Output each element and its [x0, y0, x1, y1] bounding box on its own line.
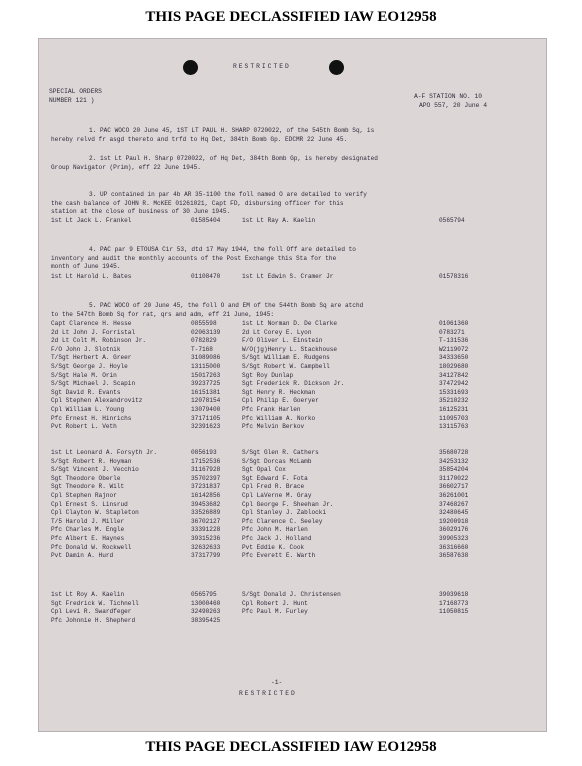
serial-number: 39905323 — [439, 534, 469, 542]
serial-number: 36261001 — [439, 491, 469, 499]
personnel-name: 1st Lt Leonard A. Forsyth Jr. — [51, 449, 158, 456]
personnel-name: Pfc Melvin Berkov — [242, 423, 305, 431]
roster-row — [51, 475, 541, 484]
serial-number: 33391228 — [191, 526, 221, 534]
serial-number: 11095703 — [439, 414, 469, 422]
paragraph-4: 4. PAC par 9 ETOUSA Cir 53, dtd 17 May 1944, the foll Off are detailed to inventory and audit the monthly accounts of the Post Exchange this Sta for the month of June 1945. — [51, 246, 356, 271]
roster-row — [51, 526, 541, 535]
personnel-name: Cpl William L. Young — [51, 405, 125, 413]
personnel-name: Sgt Edward F. Fota — [242, 474, 308, 482]
personnel-name: Cpl Fred R. Brace — [242, 483, 305, 491]
serial-number: 13115000 — [191, 362, 221, 370]
personnel-name: Cpl Stanley J. Zablocki — [242, 509, 327, 517]
paragraph-2: 2. 1st Lt Paul H. Sharp 0720022, of Hq Det, 384th Bomb Gp, is hereby designated Group Navigator (Prim), eff 22 June 1945. — [51, 155, 378, 171]
serial-number: T-131536 — [439, 337, 469, 345]
serial-number: 31170022 — [439, 474, 469, 482]
serial-number: 37171105 — [191, 414, 221, 422]
personnel-name: S/Sgt Vincent J. Vecchio — [51, 466, 139, 474]
roster-row — [51, 406, 541, 415]
personnel-name: Pfc Albert E. Haynes — [51, 534, 125, 542]
serial-number: 32480645 — [439, 509, 469, 517]
serial-number: 0783271 — [439, 328, 465, 336]
personnel-name: Sgt Fredrick W. Tichnell — [51, 599, 139, 607]
personnel-name: S/Sgt Hale M. Orin — [51, 371, 117, 379]
serial-number: 0856193 — [191, 449, 217, 456]
serial-number: 11050815 — [439, 608, 469, 616]
personnel-name: Sgt Roy Dunlap — [242, 371, 294, 379]
personnel-name: Pfc Jack J. Holland — [242, 534, 312, 542]
personnel-name: S/Sgt Glen R. Cathers — [242, 449, 319, 456]
personnel-name: Cpl LaVerne M. Gray — [242, 491, 312, 499]
personnel-name: Sgt David R. Evants — [51, 388, 121, 396]
roster-row — [51, 397, 541, 406]
personnel-name: S/Sgt William E. Rudgens — [242, 354, 330, 362]
roster-row — [51, 608, 541, 617]
personnel-name: Sgt Theodore Oberle — [51, 474, 121, 482]
serial-number: 16125231 — [439, 405, 469, 413]
roster-row — [51, 380, 541, 389]
roster-row — [51, 483, 541, 492]
serial-number: 33526889 — [191, 509, 221, 517]
roster-section-b — [51, 449, 541, 561]
serial-number: 39039618 — [439, 591, 469, 598]
serial-number: 37468267 — [439, 500, 469, 508]
serial-number: 32632633 — [191, 543, 221, 551]
serial-number: 36602717 — [439, 483, 469, 491]
roster-row — [51, 600, 541, 609]
personnel-name: Pvt Eddie K. Cook — [242, 543, 305, 551]
personnel-name: 2d Lt Corey E. Lyon — [242, 328, 312, 336]
roster-row — [51, 372, 541, 381]
serial-number: 02063139 — [191, 328, 221, 336]
paragraph-3: 3. UP contained in par 4b AR 35-1100 the foll named O are detailed to verify the cash balance of JOHN R. McKEE 01261021, Capt FD, disbursing officer for this station at the close of business of 30 June 1945. — [51, 191, 367, 216]
roster-row — [51, 591, 541, 600]
roster-section-a — [51, 320, 541, 432]
personnel-name: Pfc Ernest H. Hinrichs — [51, 414, 132, 422]
serial-number: 32391623 — [191, 423, 221, 431]
serial-number: 13000460 — [191, 599, 221, 607]
serial-number: 15331693 — [439, 388, 469, 396]
personnel-name: S/Sgt Robert R. Hoyman — [51, 457, 132, 465]
serial-number: 01061360 — [439, 320, 469, 327]
roster-row — [51, 329, 541, 338]
roster-row — [51, 320, 541, 329]
serial-number: 17152536 — [191, 457, 221, 465]
serial-number: 39315236 — [191, 534, 221, 542]
personnel-name: Sgt Henry R. Heckman — [242, 388, 316, 396]
serial-number: 13115763 — [439, 423, 469, 431]
roster-row — [51, 501, 541, 510]
personnel-name: Pfc Everett E. Warth — [242, 552, 316, 560]
roster-row — [51, 544, 541, 553]
personnel-name: Cpl Ernest S. Linsrud — [51, 500, 128, 508]
serial-number: 0855598 — [191, 320, 217, 327]
personnel-name: Pvt Damin A. Hurd — [51, 552, 114, 560]
serial-number: 35210232 — [439, 397, 469, 405]
apo-date: APO 557, 20 June 4 — [419, 102, 488, 109]
serial-number: 36702127 — [191, 517, 221, 525]
roster-row — [51, 535, 541, 544]
personnel-name: Pfc Johnnie H. Shepherd — [51, 616, 136, 624]
serial-number: 16142856 — [191, 491, 221, 499]
personnel-name: Pfc Donald W. Rockwell — [51, 543, 132, 551]
serial-number: 34253132 — [439, 457, 469, 465]
personnel-name: Cpl Clayton W. Stapleton — [51, 509, 139, 517]
page-number: -1- — [271, 679, 283, 686]
serial-number: 35680728 — [439, 449, 469, 456]
personnel-name: F/O Oliver L. Einstein — [242, 337, 323, 345]
personnel-name: Pfc William A. Norko — [242, 414, 316, 422]
punch-hole — [329, 60, 344, 75]
personnel-name: Sgt Opal Cox — [242, 466, 286, 474]
serial-number: 38395425 — [191, 616, 221, 624]
personnel-name: Cpl Philip E. Goeryer — [242, 397, 319, 405]
document-page — [38, 38, 547, 732]
personnel-name: 2d Lt John J. Forristal — [51, 328, 136, 336]
paragraph-1: 1. PAC WOCO 20 June 45, 1ST LT PAUL H. SHARP 0720022, of the 545th Bomb Sq, is hereby relvd fr asgd thereto and trfd to Hq Det, 384th Bomb Gp. EDCMR 22 June 45. — [51, 127, 375, 143]
serial-number: 18029680 — [439, 362, 469, 370]
personnel-name: T/Sgt Herbert A. Greer — [51, 354, 132, 362]
personnel-name: S/Sgt Michael J. Scapin — [51, 380, 136, 388]
paragraph-5: 5. PAC WOCO of 20 June 45, the foll O and EM of the 544th Bomb Sq are atchd to the 547th Bomb Sq for rat, qrs and adm, eff 21 June, 1945: — [51, 302, 364, 318]
paragraph-3-officers: 1st Lt Jack L. Frankel 01585404 1st Lt Ray A. Kaelin 0565794 — [51, 217, 465, 224]
personnel-name: 1st Lt Roy A. Kaelin — [51, 591, 125, 598]
station-name: A-F STATION NO. 10 — [414, 93, 483, 100]
classification-footer: RESTRICTED — [239, 690, 297, 697]
serial-number: W2119072 — [439, 345, 469, 353]
roster-row — [51, 337, 541, 346]
serial-number: 31089086 — [191, 354, 221, 362]
serial-number: 37231837 — [191, 483, 221, 491]
personnel-name: Pfc Paul M. Furley — [242, 608, 308, 616]
serial-number: 35702397 — [191, 474, 221, 482]
serial-number: 15017263 — [191, 371, 221, 379]
personnel-name: Pfc John M. Harlen — [242, 526, 308, 534]
declassification-banner-top: THIS PAGE DECLASSIFIED IAW EO12958 — [145, 9, 437, 25]
serial-number: 31167928 — [191, 466, 221, 474]
personnel-name: Cpl George F. Sheehan Jr. — [242, 500, 334, 508]
serial-number: 39237725 — [191, 380, 221, 388]
classification-header: RESTRICTED — [233, 63, 291, 70]
serial-number: 17168773 — [439, 599, 469, 607]
serial-number: 37472942 — [439, 380, 469, 388]
serial-number: 0782829 — [191, 337, 217, 345]
roster-row — [51, 354, 541, 363]
serial-number: 32490263 — [191, 608, 221, 616]
declassification-banner-bottom: THIS PAGE DECLASSIFIED IAW EO12958 — [145, 739, 437, 755]
personnel-name: Pfc Frank Harlen — [242, 405, 301, 413]
roster-row — [51, 423, 541, 432]
roster-row — [51, 518, 541, 527]
serial-number: 36587638 — [439, 552, 469, 560]
roster-row — [51, 492, 541, 501]
personnel-name: S/Sgt Donald J. Christensen — [242, 591, 341, 598]
personnel-name: S/Sgt George J. Hoyle — [51, 362, 128, 370]
serial-number: 39453682 — [191, 500, 221, 508]
personnel-name: 1st Lt Norman D. De Clarke — [242, 320, 338, 327]
serial-number: 36316660 — [439, 543, 469, 551]
roster-row — [51, 389, 541, 398]
serial-number: 16151381 — [191, 388, 221, 396]
personnel-name: Cpl Levi R. Swardfeger — [51, 608, 132, 616]
roster-section-c — [51, 591, 541, 625]
personnel-name: Sgt Theodore R. Wilt — [51, 483, 125, 491]
personnel-name: F/O John J. Slotnik — [51, 345, 121, 353]
roster-row — [51, 617, 541, 626]
personnel-name: Sgt Frederick R. Dickson Jr. — [242, 380, 345, 388]
roster-row — [51, 466, 541, 475]
roster-row — [51, 552, 541, 561]
personnel-name: Cpl Stephen Rajnor — [51, 491, 117, 499]
personnel-name: Pvt Robert L. Veth — [51, 423, 117, 431]
roster-row — [51, 415, 541, 424]
personnel-name: W/O(jg)Henry L. Stackhouse — [242, 345, 338, 353]
personnel-name: Pfc Clarence C. Seeley — [242, 517, 323, 525]
serial-number: 12078154 — [191, 397, 221, 405]
roster-row — [51, 509, 541, 518]
serial-number: 34127842 — [439, 371, 469, 379]
personnel-name: S/Sgt Dorcas McLamb — [242, 457, 312, 465]
personnel-name: Capt Clarence H. Hesse — [51, 320, 132, 327]
personnel-name: T/5 Harold J. Miller — [51, 517, 125, 525]
serial-number: 13079400 — [191, 405, 221, 413]
personnel-name: Cpl Robert J. Hunt — [242, 599, 308, 607]
personnel-name: S/Sgt Robert W. Campbell — [242, 362, 330, 370]
personnel-name: Pfc Charles M. Engle — [51, 526, 125, 534]
roster-row — [51, 449, 541, 458]
punch-hole — [183, 60, 198, 75]
personnel-name: 2d Lt Colt M. Robinson Jr. — [51, 337, 147, 345]
orders-title: SPECIAL ORDERS — [49, 88, 102, 95]
orders-number: NUMBER 121 ) — [49, 97, 95, 104]
serial-number: 37317799 — [191, 552, 221, 560]
serial-number: 19200918 — [439, 517, 469, 525]
serial-number: 34333650 — [439, 354, 469, 362]
serial-number: 0565795 — [191, 591, 217, 598]
paragraph-4-officers: 1st Lt Harold L. Bates 01108470 1st Lt Edwin S. Cramer Jr 01578316 — [51, 273, 469, 280]
serial-number: 35854204 — [439, 466, 469, 474]
personnel-name: Cpl Stephen Alexandrovitz — [51, 397, 143, 405]
serial-number: 36029176 — [439, 526, 469, 534]
roster-row — [51, 346, 541, 355]
serial-number: T-7168 — [191, 345, 213, 353]
roster-row — [51, 458, 541, 467]
roster-row — [51, 363, 541, 372]
